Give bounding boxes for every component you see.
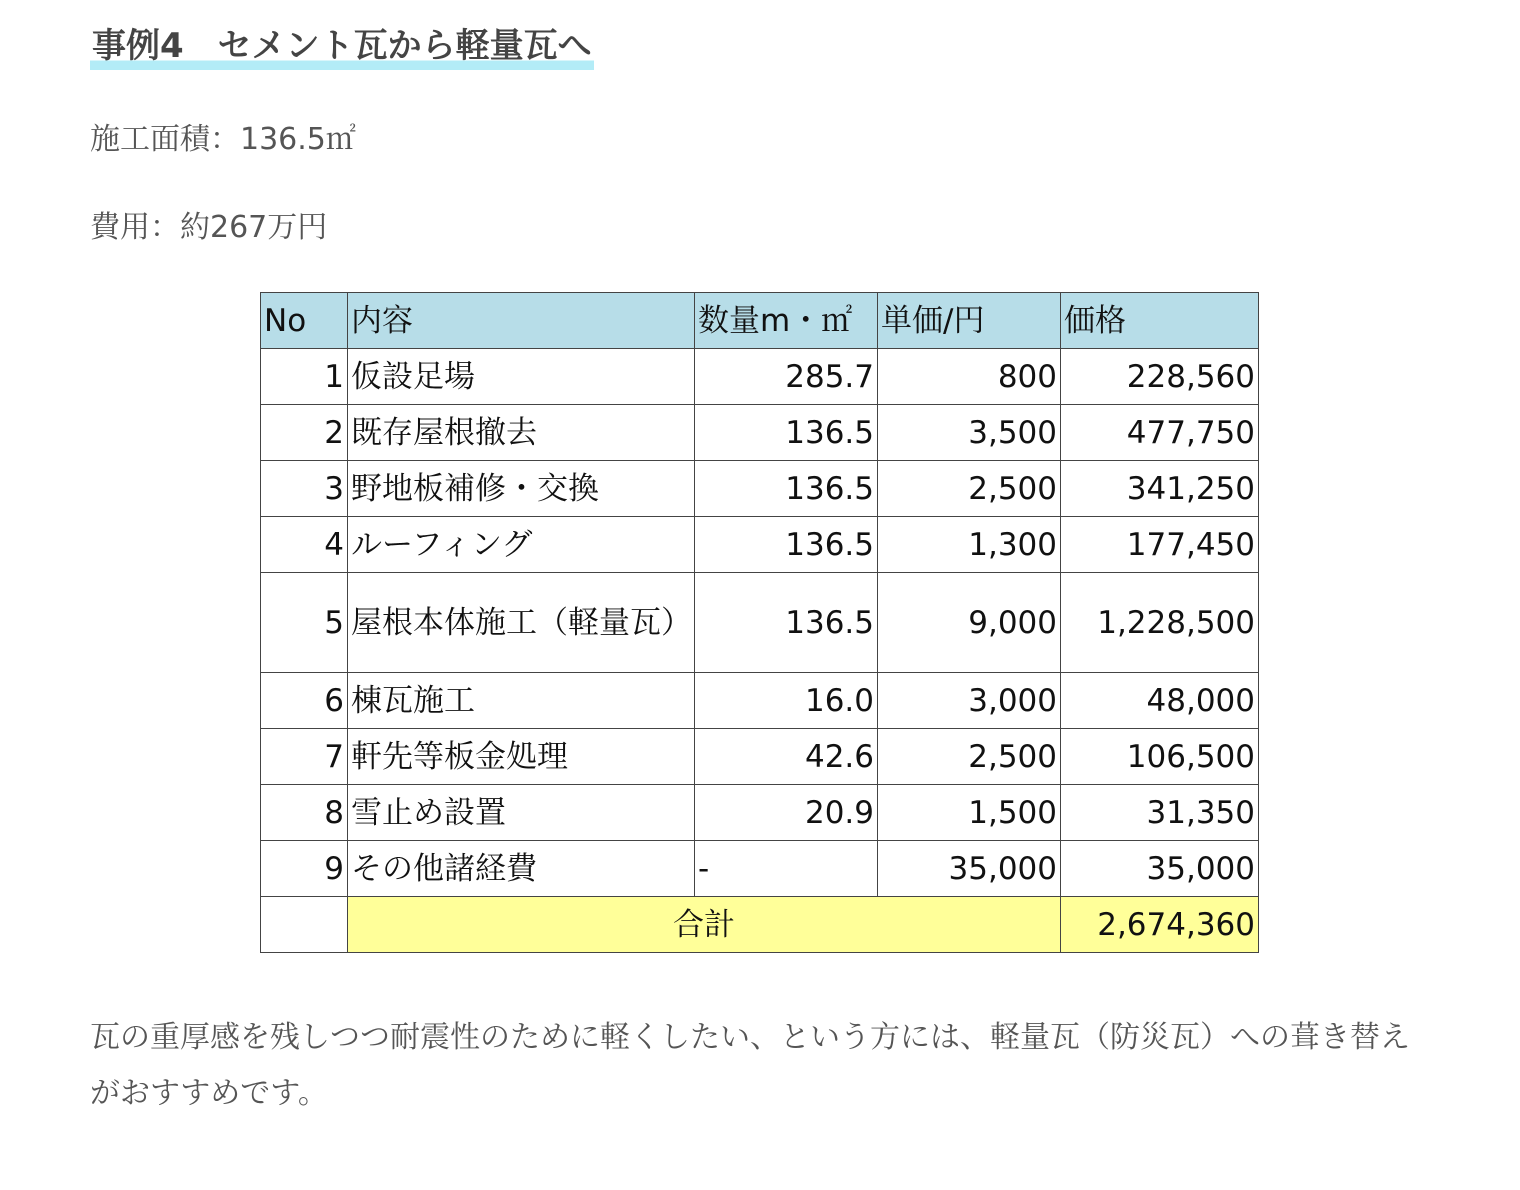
row-quantity: 136.5: [695, 461, 878, 517]
row-price: 1,228,500: [1061, 573, 1259, 673]
row-no: 7: [261, 729, 348, 785]
row-price: 106,500: [1061, 729, 1259, 785]
total-label: 合計: [348, 897, 1061, 953]
table-row: [261, 841, 1259, 897]
row-unit-price: 800: [878, 349, 1061, 405]
row-unit-price: 1,300: [878, 517, 1061, 573]
construction-cost: 費用：約267万円: [90, 210, 328, 245]
table-header-row: [261, 293, 1259, 349]
header-quantity: 数量m・㎡: [695, 293, 878, 349]
row-quantity: 16.0: [695, 673, 878, 729]
row-no: 8: [261, 785, 348, 841]
row-item: 軒先等板金処理: [348, 729, 695, 785]
recommendation-text: 瓦の重厚感を残しつつ耐震性のために軽くしたい、という方には、軽量瓦（防災瓦）への葺き替えがおすすめです。: [90, 1020, 1410, 1111]
row-item: 棟瓦施工: [348, 673, 695, 729]
row-price: 177,450: [1061, 517, 1259, 573]
row-unit-price: 9,000: [878, 573, 1061, 673]
row-quantity: 42.6: [695, 729, 878, 785]
row-item: 仮設足場: [348, 349, 695, 405]
table-row: [261, 785, 1259, 841]
row-item: 雪止め設置: [348, 785, 695, 841]
row-no: 6: [261, 673, 348, 729]
row-price: 31,350: [1061, 785, 1259, 841]
construction-area: 施工面積：136.5㎡: [90, 122, 356, 157]
table-row: [261, 517, 1259, 573]
row-unit-price: 2,500: [878, 729, 1061, 785]
row-item: その他諸経費: [348, 841, 695, 897]
row-no: 1: [261, 349, 348, 405]
row-price: 341,250: [1061, 461, 1259, 517]
table-total-row: [261, 897, 1259, 953]
row-price: 48,000: [1061, 673, 1259, 729]
row-unit-price: 3,000: [878, 673, 1061, 729]
row-no: 9: [261, 841, 348, 897]
row-quantity: 136.5: [695, 405, 878, 461]
table-row: [261, 573, 1259, 673]
table-row: [261, 405, 1259, 461]
row-item: ルーフィング: [348, 517, 695, 573]
row-quantity: 285.7: [695, 349, 878, 405]
header-price: 価格: [1061, 293, 1259, 349]
header-item: 内容: [348, 293, 695, 349]
row-item: 野地板補修・交換: [348, 461, 695, 517]
table-row: [261, 461, 1259, 517]
row-quantity: 136.5: [695, 517, 878, 573]
total-value: 2,674,360: [1061, 897, 1259, 953]
row-price: 477,750: [1061, 405, 1259, 461]
table-row: [261, 673, 1259, 729]
row-item: 屋根本体施工（軽量瓦）: [348, 573, 695, 673]
row-quantity: 136.5: [695, 573, 878, 673]
section-heading: 事例4 セメント瓦から軽量瓦へ: [90, 22, 594, 70]
row-no: 3: [261, 461, 348, 517]
header-no: No: [261, 293, 348, 349]
row-quantity: 20.9: [695, 785, 878, 841]
row-no: 4: [261, 517, 348, 573]
row-no: 2: [261, 405, 348, 461]
header-unit-price: 単価/円: [878, 293, 1061, 349]
table-row: [261, 349, 1259, 405]
row-unit-price: 3,500: [878, 405, 1061, 461]
table-row: [261, 729, 1259, 785]
row-no: 5: [261, 573, 348, 673]
row-price: 35,000: [1061, 841, 1259, 897]
row-unit-price: 35,000: [878, 841, 1061, 897]
row-quantity: -: [695, 841, 878, 897]
row-item: 既存屋根撤去: [348, 405, 695, 461]
estimate-table: [260, 292, 1259, 953]
row-unit-price: 2,500: [878, 461, 1061, 517]
row-unit-price: 1,500: [878, 785, 1061, 841]
row-price: 228,560: [1061, 349, 1259, 405]
total-empty-cell: [261, 897, 348, 953]
